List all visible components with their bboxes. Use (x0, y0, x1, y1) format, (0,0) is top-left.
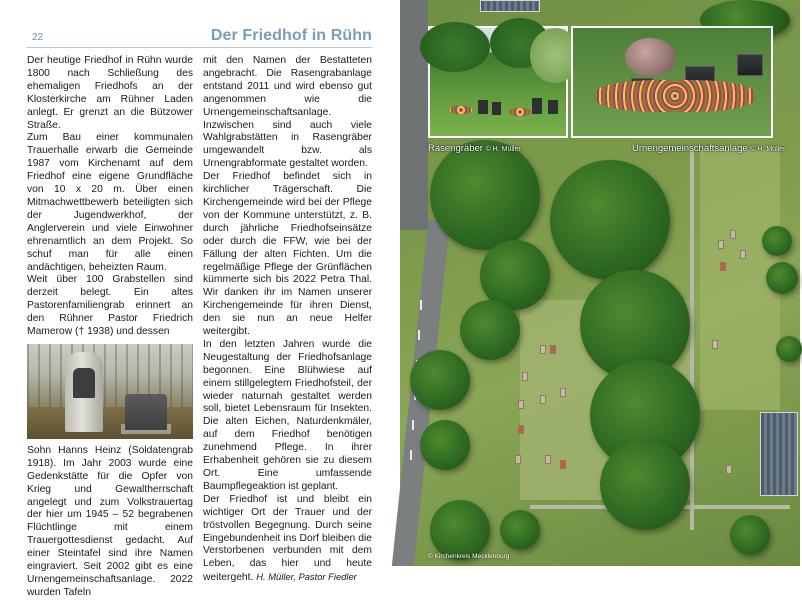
header-divider (26, 47, 372, 48)
page-number: 22 (32, 32, 44, 43)
urn-community-photo (571, 26, 773, 138)
paragraph-final (203, 494, 372, 585)
aerial-photo (400, 0, 800, 566)
paragraph-text: Der Friedhof ist und bleibt ein wichtiger Ort der Trauer und der tröstvollen Begegnung. Durch seine Eingebundenheit ins Dorf bleiben die Verstorbenen verbunden mit dem Leben, das hier und heute weitergeht. (203, 493, 372, 584)
caption-text: Rasengräber (428, 143, 483, 154)
caption-text: Urnengemeinschaftsanlage (632, 143, 748, 154)
paragraph: Zum Bau einer kommunalen Trauerhalle erwarb die Gemeinde 1987 vom Kirchenamt auf dem Friedhof eine eigene Grundfläche von 10 x 20 m. Über einen Mitmachwettbewerb beteiligten sich der Jugendwerkhof, der Anglerverein und viele Einwohner ehrenamtlich an dem Projekt. So schuf man für alle einen andächtigen, beheizten Raum. (27, 132, 193, 273)
author-signature: H. Müller, Pastor Fiedler (256, 571, 357, 583)
text-page (0, 0, 400, 598)
lawn-graves-photo (428, 26, 568, 138)
paragraph: Der heutige Friedhof in Rühn wurde 1800 nach Schließung des ehemaligen Friedhofs an der Klosterkirche am Rühner Laden anlegt. Er grenzt an die Bützower Straße. (27, 55, 193, 131)
caption-urn-community (632, 143, 785, 154)
chapel-roof (760, 412, 798, 496)
paragraph: In den letzten Jahren wurde die Neugestaltung der Friedhofsanlage begonnen. Eine Blühwiese auf einem stillgelegtem Friedhofsteil, der wieder naturnah gestaltet werden soll, bietet Lebensraum für Insekten. Die alten Eichen, Naturdenkmäler, auf dem Friedhof benötigen zunehmend Pflege. In ihrer Erhabenheit gehören sie zu diesem Ort. Eine umfassende Baumpflegeaktion ist geplant. (203, 338, 372, 492)
text-column-left (27, 55, 193, 600)
text-column-right (203, 55, 372, 585)
paragraph: Weit über 100 Grabstellen sind derzeit belegt. Ein altes Pastorenfamiliengrab erinnert an den Rühner Pastor Friedrich Mamerow († 1938) und dessen (27, 274, 193, 338)
page-title: Der Friedhof in Rühn (210, 27, 372, 44)
caption-credit: © H. Müller (750, 146, 786, 153)
gravestone-photo (27, 344, 193, 439)
caption-lawn-graves (428, 143, 521, 154)
caption-credit: © H. Müller (485, 146, 521, 153)
paragraph: mit den Namen der Bestatteten angebracht. Die Rasengrabanlage entstand 2011 und wird ebenso gut angenommen wie die Urnengemeinschaftsanlage. Inzwischen sind auch viele Wahlgrabstätten in Rasengräber umgewandelt bzw. als Urnengrabformate gestaltet worden. (203, 55, 372, 170)
memorial-stone (125, 394, 167, 430)
paragraph: Sohn Hanns Heinz (Soldatengrab 1918). Im Jahr 2003 wurde eine Gedenkstätte für die Opfer von Krieg und Gewaltherrschaft angelegt und zum Volkstrauertag der hier um 1945 – 52 begrabenen Flüchtlinge mit einem Trauergottesdienst gedacht. Auf einer Steintafel sind ihre Namen eingraviert. Seit 2002 gibt es eine Urnengemeinschaftsanlage. 2022 wurden Tafeln (27, 444, 193, 598)
paragraph: Der Friedhof befindet sich in kirchlicher Trägerschaft. Die Kirchengemeinde wird bei der Pflege von der Kommune unterstützt, z. B. durch jährliche Friedhofseinsätze oder durch die FFW, wie bei der Fällung der alten Fichten. Um die regelmäßige Pflege der Grünflächen kümmerte sich bis 2022 Petra Thal. Wir danken ihr im Namen unserer Kirchengemeinde für ihren Dienst, den sie nun an neue Helfer weitergibt. (203, 171, 372, 338)
aerial-photo-credit: © Kirchenkreis Mecklenburg (428, 553, 510, 560)
